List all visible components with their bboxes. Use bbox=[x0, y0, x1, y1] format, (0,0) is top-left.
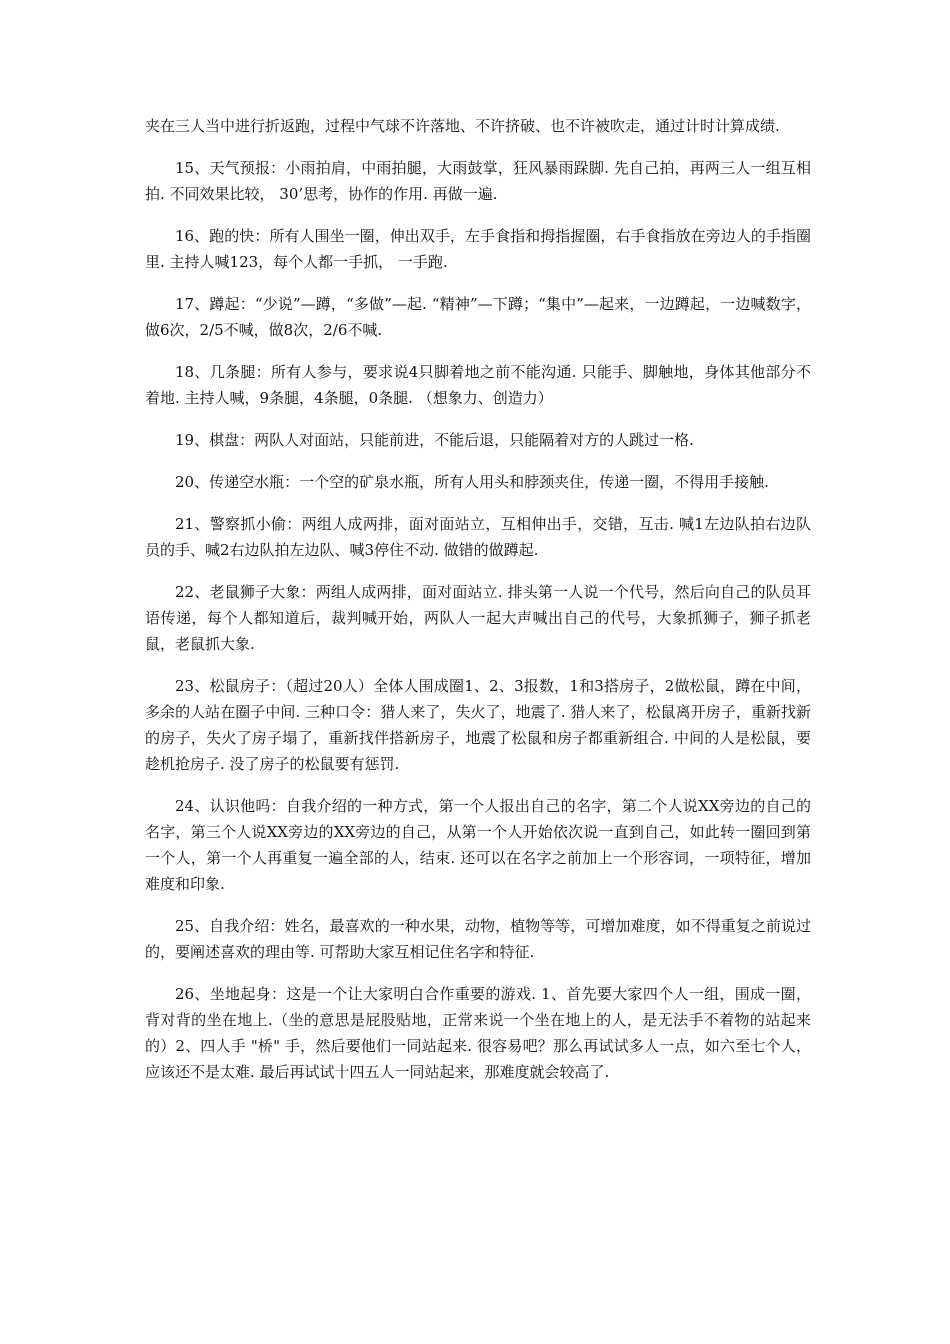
paragraph-item-22: 22、老鼠狮子大象：两组人成两排，面对面站立. 排头第一人说一个代号，然后向自己的队员耳语传递，每个人都知道后，裁判喊开始，两队人一起大声喊出自己的代号，大象抓狮子，狮子抓老鼠，老鼠抓大象. bbox=[145, 583, 811, 653]
paragraph-item-23: 23、松鼠房子：（超过20人）全体人围成圈1、2、3报数，1和3搭房子，2做松鼠，蹲在中间，多余的人站在圈子中间. 三种口令：猎人来了，失火了，地震了. 猎人来了，松鼠离开房子，重新找新的房子，失火了房子塌了，重新找伴搭新房子，地震了松鼠和房子都重新组合. 中间的人是松鼠，要趁机抢房子. 没了房子的松鼠要有惩罚. bbox=[145, 677, 811, 773]
paragraph-item-25: 25、自我介绍：姓名，最喜欢的一种水果，动物，植物等等，可增加难度，如不得重复之前说过的，要阐述喜欢的理由等. 可帮助大家互相记住名字和特征. bbox=[145, 917, 811, 961]
paragraph-item-24: 24、认识他吗：自我介绍的一种方式，第一个人报出自己的名字，第二个人说XX旁边的自己的名字，第三个人说XX旁边的XX旁边的自己，从第一个人开始依次说一直到自己，如此转一圈回到第一个人，第一个人再重复一遍全部的人，结束. 还可以在名字之前加上一个形容词，一项特征，增加难度和印象. bbox=[145, 797, 811, 893]
paragraph-item-26: 26、坐地起身：这是一个让大家明白合作重要的游戏. 1、首先要大家四个人一组，围成一圈，背对背的坐在地上.（坐的意思是屁股贴地，正常来说一个坐在地上的人，是无法手不着物的站起来的）2、四人手 "桥" 手，然后要他们一同站起来. 很容易吧？那么再试试多人一点，如六至七个人，应该还不是太难. 最后再试试十四五人一同站起来，那难度就会较高了. bbox=[145, 985, 811, 1081]
paragraph-continuation: 夹在三人当中进行折返跑，过程中气球不许落地、不许挤破、也不许被吹走，通过计时计算成绩. bbox=[145, 117, 780, 135]
paragraph-item-20: 20、传递空水瓶：一个空的矿泉水瓶，所有人用头和脖颈夹住，传递一圈，不得用手接触. bbox=[175, 473, 769, 491]
paragraph-item-16: 16、跑的快：所有人围坐一圈，伸出双手，左手食指和拇指握圈，右手食指放在旁边人的手指圈里. 主持人喊123，每个人都一手抓， 一手跑. bbox=[145, 227, 811, 271]
paragraph-item-19: 19、棋盘：两队人对面站，只能前进，不能后退，只能隔着对方的人跳过一格. bbox=[175, 431, 694, 449]
paragraph-item-21: 21、警察抓小偷：两组人成两排，面对面站立，互相伸出手，交错，互击. 喊1左边队拍右边队员的手、喊2右边队拍左边队、喊3停住不动. 做错的做蹲起. bbox=[145, 515, 811, 559]
paragraph-item-18: 18、几条腿：所有人参与，要求说4只脚着地之前不能沟通. 只能手、脚触地，身体其他部分不着地. 主持人喊，9条腿，4条腿，0条腿. （想象力、创造力） bbox=[145, 363, 811, 407]
paragraph-item-15: 15、天气预报：小雨拍肩，中雨拍腿，大雨鼓掌，狂风暴雨跺脚. 先自己拍，再两三人一组互相拍. 不同效果比较， 30’思考，协作的作用. 再做一遍. bbox=[145, 159, 811, 203]
document-page bbox=[145, 113, 811, 1101]
paragraph-item-17: 17、蹲起：“少说”—蹲，“多做”—起. “精神”—下蹲；“集中”—起来，一边蹲起，一边喊数字，做6次，2/5不喊，做8次，2/6不喊. bbox=[145, 295, 811, 339]
